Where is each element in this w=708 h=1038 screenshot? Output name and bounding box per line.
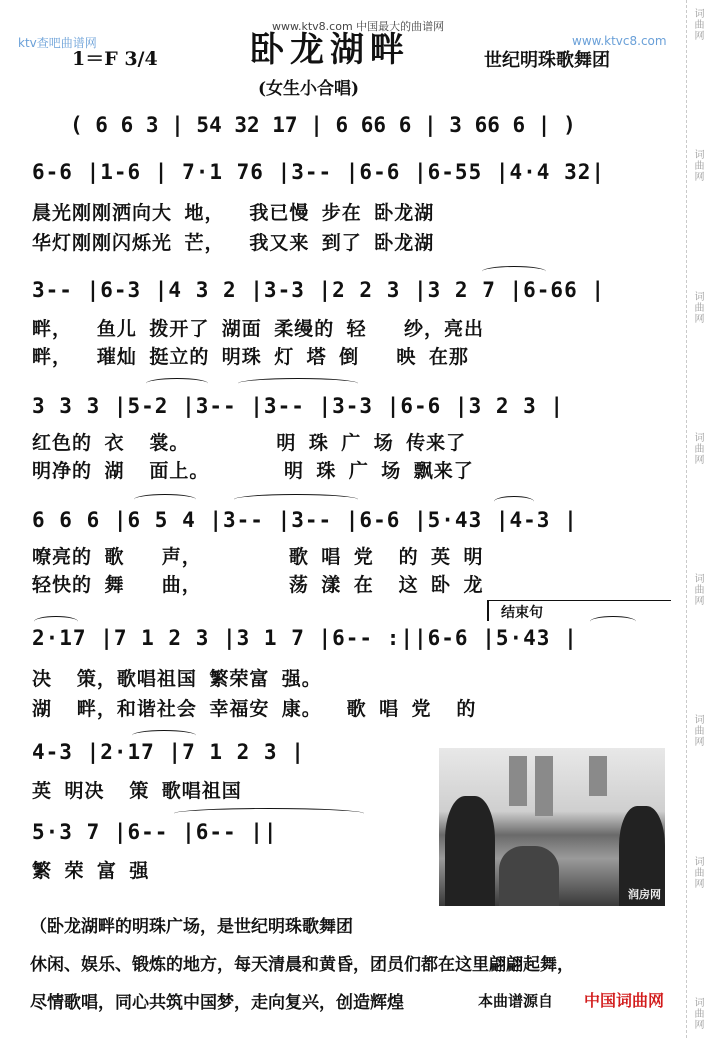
notation-line: 3 3 3 |5-2 |3-- |3-- |3-3 |6-6 |3 2 3 | — [32, 394, 565, 418]
building-shape — [535, 756, 553, 816]
lyric-verse-1: 繁 荣 富 强 — [32, 860, 150, 882]
watermark-left: ktv查吧曲谱网 — [18, 36, 97, 50]
photo-watermark: 润房网 — [628, 888, 661, 901]
lake-photo — [439, 748, 665, 906]
description-line: 休闲、娱乐、锻炼的地方，每天清晨和黄昏，团员们都在这里翩翩起舞， — [30, 955, 574, 975]
side-watermark: 词曲网 — [692, 573, 703, 607]
notation-line: 3-- |6-3 |4 3 2 |3-3 |2 2 3 |3 2 7 |6-66 | — [32, 278, 606, 302]
tie-arc — [234, 494, 358, 505]
key-signature: 1＝F 3/4 — [72, 48, 158, 70]
tree-shape — [499, 846, 559, 906]
notation-line: 4-3 |2·17 |7 1 2 3 | — [32, 740, 305, 764]
lyric-verse-2: 轻快的 舞 曲， 荡 漾 在 这 卧 龙 — [32, 574, 484, 596]
source-label: 本曲谱源自 — [478, 992, 554, 1010]
side-watermark: 词曲网 — [692, 996, 703, 1030]
intro-notation: ( 6 6 3 | 54 32 17 | 6 66 6 | 3 66 6 | ) — [70, 113, 576, 137]
tie-arc — [146, 378, 208, 389]
side-watermark: 词曲网 — [692, 8, 703, 41]
notation-line: 5·3 7 |6-- |6-- || — [32, 820, 278, 844]
song-subtitle: (女生小合唱) — [258, 79, 360, 99]
lyric-verse-2: 湖 畔，和谐社会 幸福安 康。 歌 唱 党 的 — [32, 698, 477, 720]
tie-arc — [174, 808, 364, 819]
building-shape — [589, 756, 607, 796]
side-watermark: 词曲网 — [692, 431, 703, 465]
song-title: 卧龙湖畔 — [250, 30, 410, 70]
song-author: 世纪明珠歌舞团 — [484, 50, 610, 71]
notation-line: 6 6 6 |6 5 4 |3-- |3-- |6-6 |5·43 |4-3 | — [32, 508, 578, 532]
lyric-verse-1: 畔， 鱼儿 拨开了 湖面 柔缦的 轻 纱，亮出 — [32, 318, 484, 340]
tie-arc — [238, 378, 358, 389]
lyric-verse-1: 晨光刚刚洒向大 地， 我已慢 步在 卧龙湖 — [32, 202, 435, 224]
lyric-verse-1: 决 策，歌唱祖国 繁荣富 强。 — [32, 668, 322, 690]
lyric-verse-1: 英 明决 策 歌唱祖国 — [32, 780, 242, 802]
building-shape — [509, 756, 527, 806]
side-watermark: 词曲网 — [692, 290, 703, 324]
watermark-right: www.ktvc8.com — [572, 34, 667, 48]
tie-arc — [494, 496, 534, 507]
side-watermark-strip — [686, 0, 708, 1038]
tie-arc — [482, 266, 546, 277]
notation-line: 2·17 |7 1 2 3 |3 1 7 |6-- :||6-6 |5·43 | — [32, 626, 578, 650]
watermark-center: www.ktv8.com 中国最大的曲谱网 — [272, 20, 445, 33]
description-line: 尽情歌唱，同心共筑中国梦，走向复兴，创造辉煌 — [30, 993, 404, 1013]
notation-line: 6-6 |1-6 | 7·1 76 |3-- |6-6 |6-55 |4·4 32| — [32, 160, 606, 184]
lyric-verse-2: 华灯刚刚闪烁光 芒， 我又来 到了 卧龙湖 — [32, 232, 435, 254]
side-watermark: 词曲网 — [692, 855, 703, 889]
site-name[interactable]: 中国词曲网 — [584, 991, 665, 1010]
lyric-verse-2: 畔， 璀灿 挺立的 明珠 灯 塔 倒 映 在那 — [32, 346, 469, 368]
lyric-verse-1: 红色的 衣 裳。 明 珠 广 场 传来了 — [32, 432, 467, 454]
lyric-verse-1: 嘹亮的 歌 声， 歌 唱 党 的 英 明 — [32, 546, 484, 568]
tie-arc — [134, 494, 196, 505]
ending-bracket — [487, 600, 671, 623]
lyric-verse-2: 明净的 湖 面上。 明 珠 广 场 飘来了 — [32, 460, 474, 482]
tree-shape — [445, 796, 495, 906]
description-line: （卧龙湖畔的明珠广场，是世纪明珠歌舞团 — [30, 917, 353, 937]
ending-bracket-tick — [487, 601, 489, 621]
ending-label: 结束句 — [501, 605, 543, 621]
tie-arc — [590, 616, 636, 627]
side-watermark: 词曲网 — [692, 149, 703, 183]
side-watermark: 词曲网 — [692, 714, 703, 748]
